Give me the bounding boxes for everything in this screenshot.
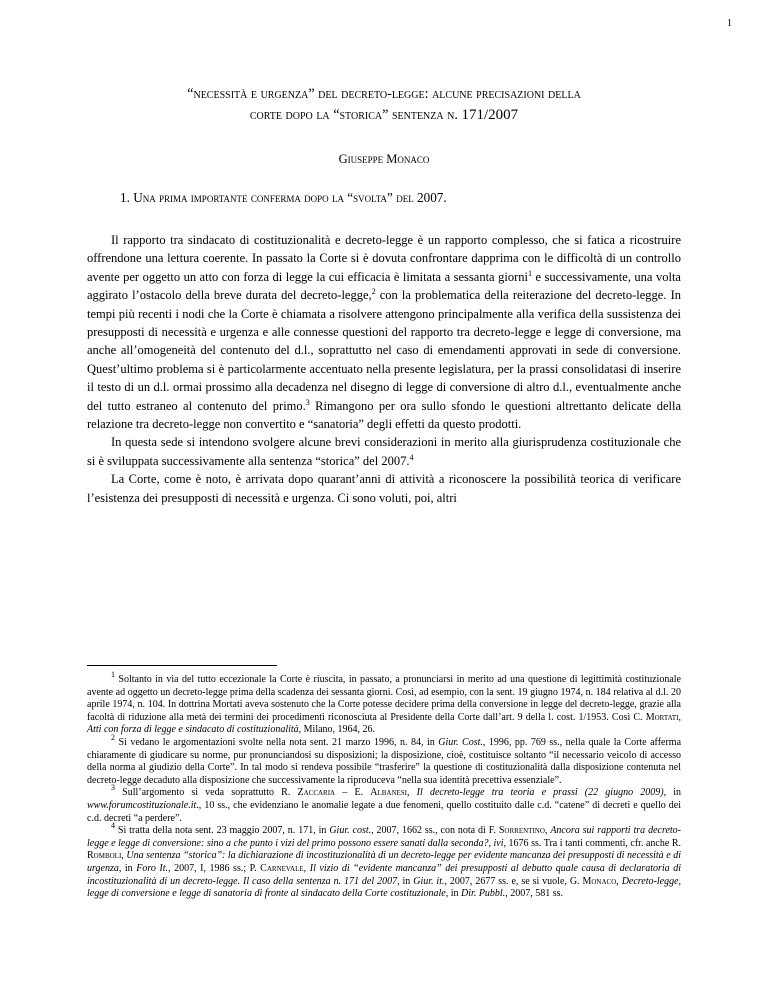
footnote-4-journal: Giur. it. — [413, 875, 445, 887]
paragraph-3: La Corte, come è noto, è arrivata dopo quarant’anni di attività a riconoscere la possibilità teorica di verificare l’esistenza dei presupposti di necessità e urgenza. Ci sono voluti, poi, altri — [87, 472, 681, 505]
footnote-4-text: , in — [118, 862, 137, 874]
footnote-3-text: , — [407, 787, 417, 799]
footnote-3-author: Albanesi — [370, 787, 407, 799]
footnotes — [87, 670, 682, 901]
footnote-1-author: Mortati — [645, 711, 679, 723]
footnote-4-text: , — [121, 850, 127, 862]
footnote-1-text: , Milano, 1964, 26. — [298, 724, 376, 736]
footnote-3-website: www.forumcostituzionale.it — [87, 799, 197, 811]
footnote-3-text: , in — [663, 787, 682, 799]
footnote-3-text: – E. — [335, 787, 371, 799]
footnote-4-text: , 1676 ss. Tra i tanti commenti, cfr. anche R. — [503, 837, 681, 849]
section-title: Una prima importante conferma dopo la “svolta” del — [133, 190, 414, 205]
section-year: 2007. — [417, 190, 447, 205]
body-text — [87, 231, 681, 507]
footnote-divider — [87, 665, 277, 666]
footnote-4-work-title: Ancora sui rapporti tra decreto-legge e legge di conversione: sino a che punto i vizi del primo possono essere sanati dalla seconda? — [87, 825, 682, 849]
footnote-4-author: Carnevale — [260, 862, 304, 874]
paragraph-1-part-d: Rimangono per ora sullo sfondo le questioni altrettanto delicate della relazione tra decreto-legge non convertito e “sanatoria” degli effetti da questo prodotti. — [87, 398, 681, 432]
footnote-2-text: , 1996, pp. 769 ss., nella quale la Corte afferma chiaramente di giudicare su norme, pur pronunciandosi su disposizioni; la disposizione, cioè, costituisce soltanto “il necessario veicolo di accesso della norma al giudizio della Corte”. In tal modo si rendeva possibile “trasferire” la questione di costituzionalità dalla disposizione contenuta nel decreto-legge decaduto alla disposizione che successivamente la riproduceva “nella sua identità precettiva essenziale”. — [87, 736, 682, 786]
footnote-4-text: , — [488, 837, 494, 849]
page-number: 1 — [727, 18, 732, 29]
footnote-4-text: , — [544, 825, 551, 837]
footnote-1-mark: 1 — [111, 670, 115, 679]
paper-title — [90, 84, 678, 126]
footnote-4 — [87, 821, 682, 901]
paragraph-2 — [87, 433, 681, 470]
footnote-2-mark: 2 — [111, 732, 115, 742]
footnote-4-journal: Foro It. — [136, 862, 169, 874]
paragraph-1-part-a: Il rapporto tra sindacato di costituzionalità e decreto-legge è un rapporto complesso, che si fatica a ricostruire offrendone una lettura coerente. In passato la Corte si è dovuta confrontare dapprima con le difficoltà di un controllo avente per oggetto un atto con forza di legge la cui efficacia è limitata a sessanta giorni — [87, 233, 681, 284]
section-number: 1. — [120, 190, 130, 205]
footnote-4-text: , — [303, 862, 310, 874]
title-line-1: “necessità e urgenza” del decreto-legge: alcune precisazioni della — [187, 86, 581, 102]
footnote-4-text: , in — [445, 888, 462, 900]
footnote-4-author: Romboli — [87, 850, 122, 862]
footnote-3-work-title: Il decreto-legge tra teoria e prassi (22 giugno 2009) — [416, 787, 664, 799]
title-year: 171/2007 — [461, 107, 519, 123]
footnote-2-text: Si vedano le argomentazioni svolte nella nota sent. 21 marzo 1996, n. 84, in — [115, 736, 439, 748]
footnote-ref-2: 2 — [371, 287, 376, 297]
footnote-3-author: Zaccaria — [297, 787, 336, 799]
footnote-4-work-title: Una sentenza “storica”: la dichiarazione di incostituzionalità di un decreto-legge per evidente mancanza dei presupposti di necessità e di urgenza — [87, 850, 681, 874]
footnote-4-ibid: ivi — [493, 837, 504, 849]
footnote-3-text: ., 10 ss., che evidenziano le anomalie legate a due fenomeni, quello costituito dalle c.d. “catene” di decreti e quello dei c.d. decreti “a perdere”. — [87, 799, 681, 824]
footnote-4-work-title: Il vizio di “evidente mancanza” dei presupposti al debutto quale causa di declaratoria di incostituzionalità di un decreto-legge. Il caso della sentenza n. 171 del 2007 — [87, 862, 681, 887]
footnote-4-text: , 2007, 581 ss. — [505, 888, 563, 900]
footnote-ref-4: 4 — [409, 452, 414, 462]
footnote-1-text: Soltanto in via del tutto eccezionale la Corte è riuscita, in passato, a pronunciarsi in merito ad una questione di legittimità costituzionale avente ad oggetto un decreto-legge prima della scadenza dei sessanta giorni. Così, ad esempio, con la sent. 19 giugno 1974, n. 184 relativa al d.l. 20 aprile 1974, n. 104. In dottrina Mortati aveva sostenuto che la Corte potesse decidere prima della conversione in legge del decreto-legge, grazie alla facoltà di riduzione alla metà dei termini dei procedimenti riconosciuta al Presidente della Corte dall’art. 9 della l. cost. 1/1953. Così C. — [87, 674, 681, 723]
footnote-ref-3: 3 — [305, 397, 310, 407]
footnote-4-mark: 4 — [111, 821, 115, 831]
footnote-4-author: Monaco — [582, 875, 617, 887]
footnote-1-text: , — [678, 711, 681, 723]
footnote-4-author: Sorrentino — [498, 825, 545, 837]
footnote-4-journal: Giur. cost. — [329, 825, 372, 837]
footnote-3-mark: 3 — [111, 783, 115, 793]
footnote-4-text: , 2007, 2677 ss. e, se si vuole, G. — [444, 875, 583, 887]
paragraph-1 — [87, 231, 681, 433]
paragraph-2-text: In questa sede si intendono svolgere alcune brevi considerazioni in merito alla giurisprudenza costituzionale che si è sviluppata successivamente alla sentenza “storica” del 2007. — [87, 435, 681, 468]
footnote-3-text: Sull’argomento si veda soprattutto R. — [115, 787, 298, 799]
footnote-4-text: , in — [397, 875, 414, 887]
author-name: Giuseppe Monaco — [338, 152, 430, 166]
footnote-ref-1: 1 — [527, 268, 532, 278]
footnote-4-journal: Dir. Pubbl. — [461, 888, 506, 900]
footnote-3 — [87, 783, 682, 825]
paragraph-1-part-c: con la problematica della reiterazione del decreto-legge. In tempi più recenti i nodi che la Corte è chiamata a risolvere attengono principalmente alla verifica della sussistenza dei presupposti di necessità e urgenza e alle connesse questioni del rapporto tra decreto-legge e legge di conversione, ma anche all’omogeneità del contenuto del d.l., soprattutto nel caso di emendamenti approvati in sede di conversione. Quest’ultimo problema si è particolarmente accentuato nella presente legislatura, per la prassi consolidatasi di inserire il testo di un d.l. ormai prossimo alla decadenza nel disegno di legge di conversione di altro d.l., eventualmente anche del tutto estraneo al contenuto del primo. — [87, 288, 681, 413]
footnote-4-text: , — [616, 875, 622, 887]
footnote-2 — [87, 732, 682, 787]
footnote-4-text: Si tratta della nota sent. 23 maggio 2007, n. 171, in — [115, 825, 330, 837]
footnote-2-journal: Giur. Cost. — [438, 736, 483, 748]
title-line-2: corte dopo la “storica” sentenza n. — [249, 107, 458, 123]
footnote-1 — [87, 670, 681, 737]
paragraph-1-part-b: e successivamente, una volta aggirato l’ostacolo della breve durata del decreto-legge, — [87, 269, 681, 303]
footnote-4-text: , 2007, I, 1986 ss.; P. — [168, 862, 261, 874]
footnote-1-work-title: Atti con forza di legge e sindacato di costituzionalità — [87, 724, 299, 736]
section-heading — [120, 190, 680, 206]
footnote-4-work-title: Decreto-legge, legge di conversione e legge di sanatoria di fronte al sindacato della Corte costituzionale — [87, 875, 682, 900]
footnote-4-text: , 2007, 1662 ss., con nota di F. — [371, 825, 499, 837]
